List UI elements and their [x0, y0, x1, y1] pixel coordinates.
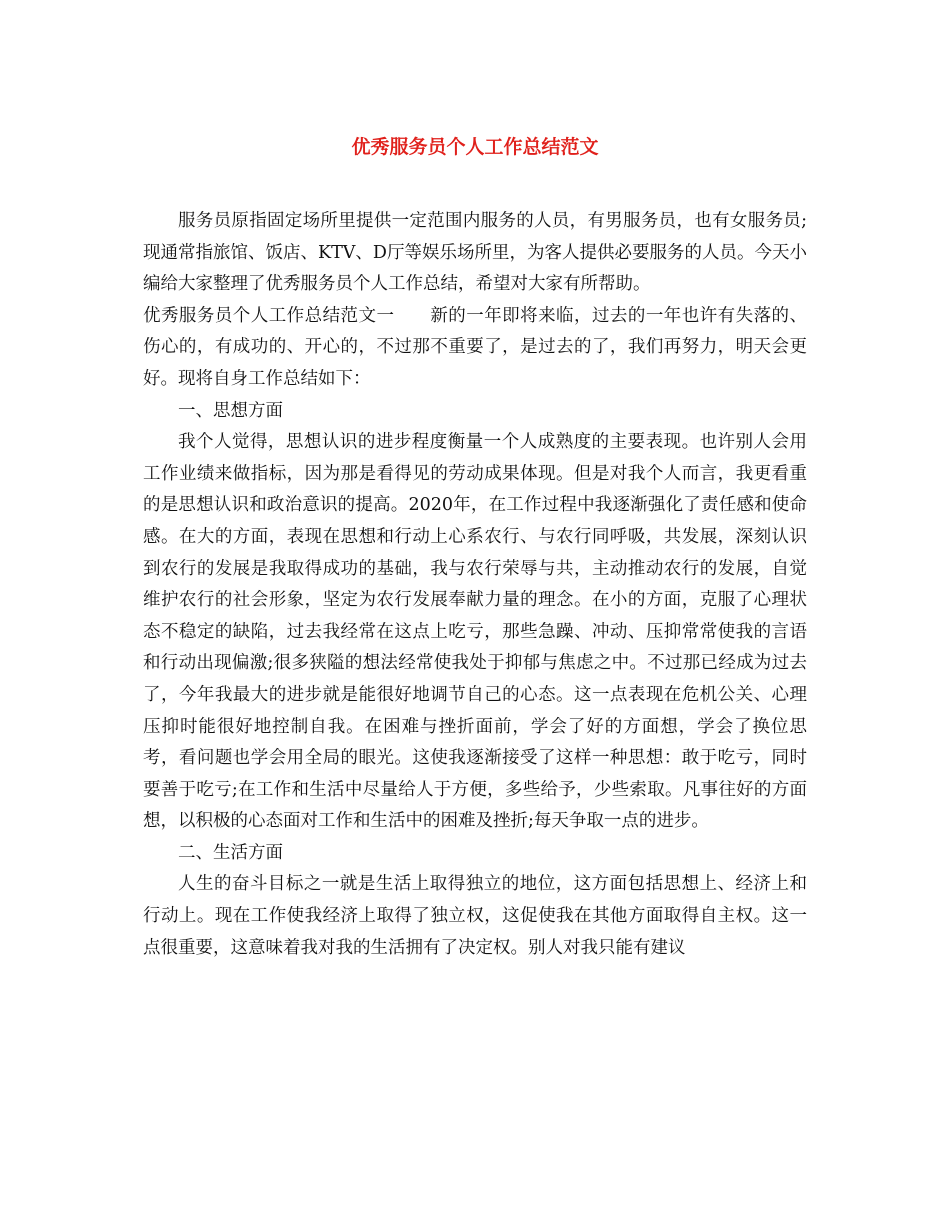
heading-thought: 一、思想方面	[178, 400, 283, 421]
document-title: 优秀服务员个人工作总结范文	[351, 136, 599, 158]
paragraph-section-intro: 优秀服务员个人工作总结范文一 新的一年即将来临，过去的一年也许有失落的、伤心的，有成功的、开心的，不过那不重要了，是过去的了，我们再努力，明天会更好。现将自身工作总结如下：	[143, 305, 807, 389]
paragraph-intro: 服务员原指固定场所里提供一定范围内服务的人员，有男服务员，也有女服务员;现通常指旅馆、饭店、KTV、D厅等娱乐场所里，为客人提供必要服务的人员。今天小编给大家整理了优秀服务员个人工作总结，希望对大家有所帮助。	[143, 211, 807, 295]
document-body	[143, 206, 807, 964]
heading-life: 二、生活方面	[178, 842, 283, 863]
paragraph-life: 人生的奋斗目标之一就是生活上取得独立的地位，这方面包括思想上、经济上和行动上。现在工作使我经济上取得了独立权，这促使我在其他方面取得自主权。这一点很重要，这意味着我对我的生活拥有了决定权。别人对我只能有建议	[143, 874, 807, 958]
paragraph-thought: 我个人觉得，思想认识的进步程度衡量一个人成熟度的主要表现。也许别人会用工作业绩来做指标，因为那是看得见的劳动成果体现。但是对我个人而言，我更看重的是思想认识和政治意识的提高。2020年，在工作过程中我逐渐强化了责任感和使命感。在大的方面，表现在思想和行动上心系农行、与农行同呼吸，共发展，深刻认识到农行的发展是我取得成功的基础，我与农行荣辱与共，主动推动农行的发展，自觉维护农行的社会形象，坚定为农行发展奉献力量的理念。在小的方面，克服了心理状态不稳定的缺陷，过去我经常在这点上吃亏，那些急躁、冲动、压抑常常使我的言语和行动出现偏激;很多狭隘的想法经常使我处于抑郁与焦虑之中。不过那已经成为过去了，今年我最大的进步就是能很好地调节自己的心态。这一点表现在危机公关、心理压抑时能很好地控制自我。在困难与挫折面前，学会了好的方面想，学会了换位思考，看问题也学会用全局的眼光。这使我逐渐接受了这样一种思想：敢于吃亏，同时要善于吃亏;在工作和生活中尽量给人于方便，多些给予，少些索取。凡事往好的方面想，以积极的心态面对工作和生活中的困难及挫折;每天争取一点的进步。	[143, 432, 807, 832]
